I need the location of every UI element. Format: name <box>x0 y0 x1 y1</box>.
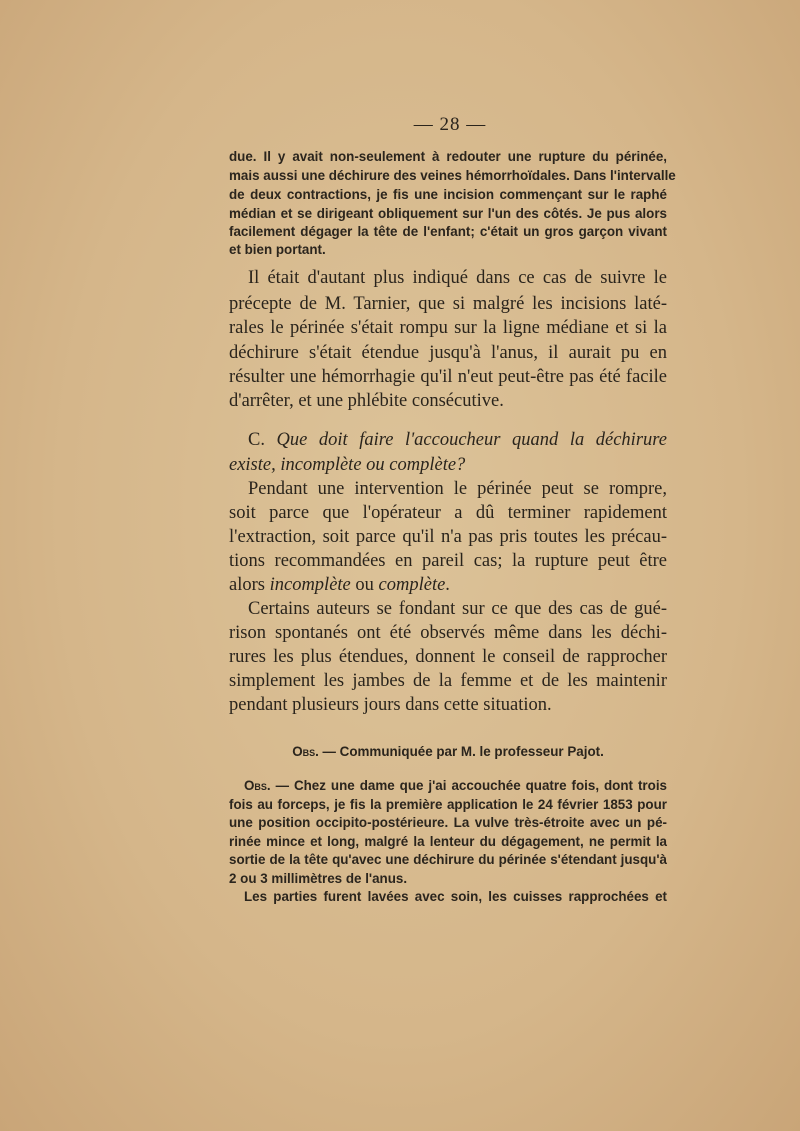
emphasis: complète <box>378 575 446 595</box>
text-line: rures les plus étendues, donnent le conseil de rapprocher <box>229 647 667 667</box>
text-line: une position occipito-postérieure. La vulve très-étroite avec un pé- <box>229 815 667 830</box>
text-line: rales le périnée s'était rompu sur la ligne médiane et si la <box>229 318 667 338</box>
section-title-line1: Que doit faire l'accoucheur quand la déchirure <box>276 430 668 450</box>
section-title <box>229 455 667 476</box>
text-line: 2 ou 3 millimètres de l'anus. <box>229 871 408 886</box>
text-line: due. Il y avait non-seulement à redouter une rupture du périnée, <box>229 149 667 164</box>
text-line <box>229 575 667 596</box>
obs-abbr: Obs. <box>292 744 319 759</box>
text-line: de deux contractions, je fis une incision commençant sur le raphé <box>229 187 667 202</box>
text-line <box>244 778 667 793</box>
text-line: rison spontanés ont été observés même dans les déchi- <box>229 623 667 643</box>
text-line: soit parce que l'opérateur a dû terminer rapidement <box>229 503 667 523</box>
text-line: médian et se dirigeant obliquement sur l'un des côtés. Je pus alors <box>229 206 667 221</box>
text-line: simplement les jambes de la femme et de les maintenir <box>229 671 667 691</box>
text-run: ou <box>350 575 379 595</box>
text-line: précepte de M. Tarnier, que si malgré les incisions laté- <box>229 294 667 314</box>
text-line: Il était d'autant plus indiqué dans ce cas de suivre le <box>248 268 667 288</box>
text-line: mais aussi une déchirure des veines hémorrhoïdales. Dans l'intervalle <box>229 168 676 183</box>
text-line: pendant plusieurs jours dans cette situation. <box>229 695 552 715</box>
text-run: . <box>445 575 450 595</box>
section-label: C. <box>248 430 265 450</box>
text-line: et bien portant. <box>229 242 326 257</box>
text-line: Pendant une intervention le périnée peut se rompre, <box>248 479 667 499</box>
text-line: tions recommandées en pareil cas; la rupture peut être <box>229 551 667 571</box>
obs-abbr: Obs. <box>244 778 271 793</box>
text-line: Les parties furent lavées avec soin, les cuisses rapprochées et <box>244 889 667 904</box>
text-line: facilement dégager la tête de l'enfant; c'était un gros garçon vivant <box>229 224 667 239</box>
observation-header <box>229 744 667 759</box>
obs-header-text: — Communiquée par M. le professeur Pajot. <box>318 744 604 759</box>
section-title-line2: existe, incomplète ou complète? <box>229 455 466 475</box>
page-number: — 28 — <box>413 114 487 135</box>
text-line: l'extraction, soit parce qu'il n'a pas pris toutes les précau- <box>229 527 667 547</box>
section-title <box>248 430 667 451</box>
emphasis: incomplète <box>269 575 351 595</box>
text-line: déchirure s'était étendue jusqu'à l'anus, il aurait pu en <box>229 343 667 363</box>
text-run: alors <box>229 575 270 595</box>
text-line: rinée mince et long, malgré la lenteur du dégagement, ne permit la <box>229 834 667 849</box>
text-line: résulter une hémorrhagie qu'il n'eut peut-être pas été facile <box>229 367 667 387</box>
text-line: d'arrêter, et une phlébite consécutive. <box>229 391 504 411</box>
text-line: fois au forceps, je fis la première application le 24 février 1853 pour <box>229 797 667 812</box>
text-run: — Chez une dame que j'ai accouchée quatre fois, dont trois <box>270 778 667 793</box>
text-line: Certains auteurs se fondant sur ce que des cas de gué- <box>248 599 667 619</box>
text-line: sortie de la tête qu'avec une déchirure du périnée s'étendant jusqu'à <box>229 852 667 867</box>
